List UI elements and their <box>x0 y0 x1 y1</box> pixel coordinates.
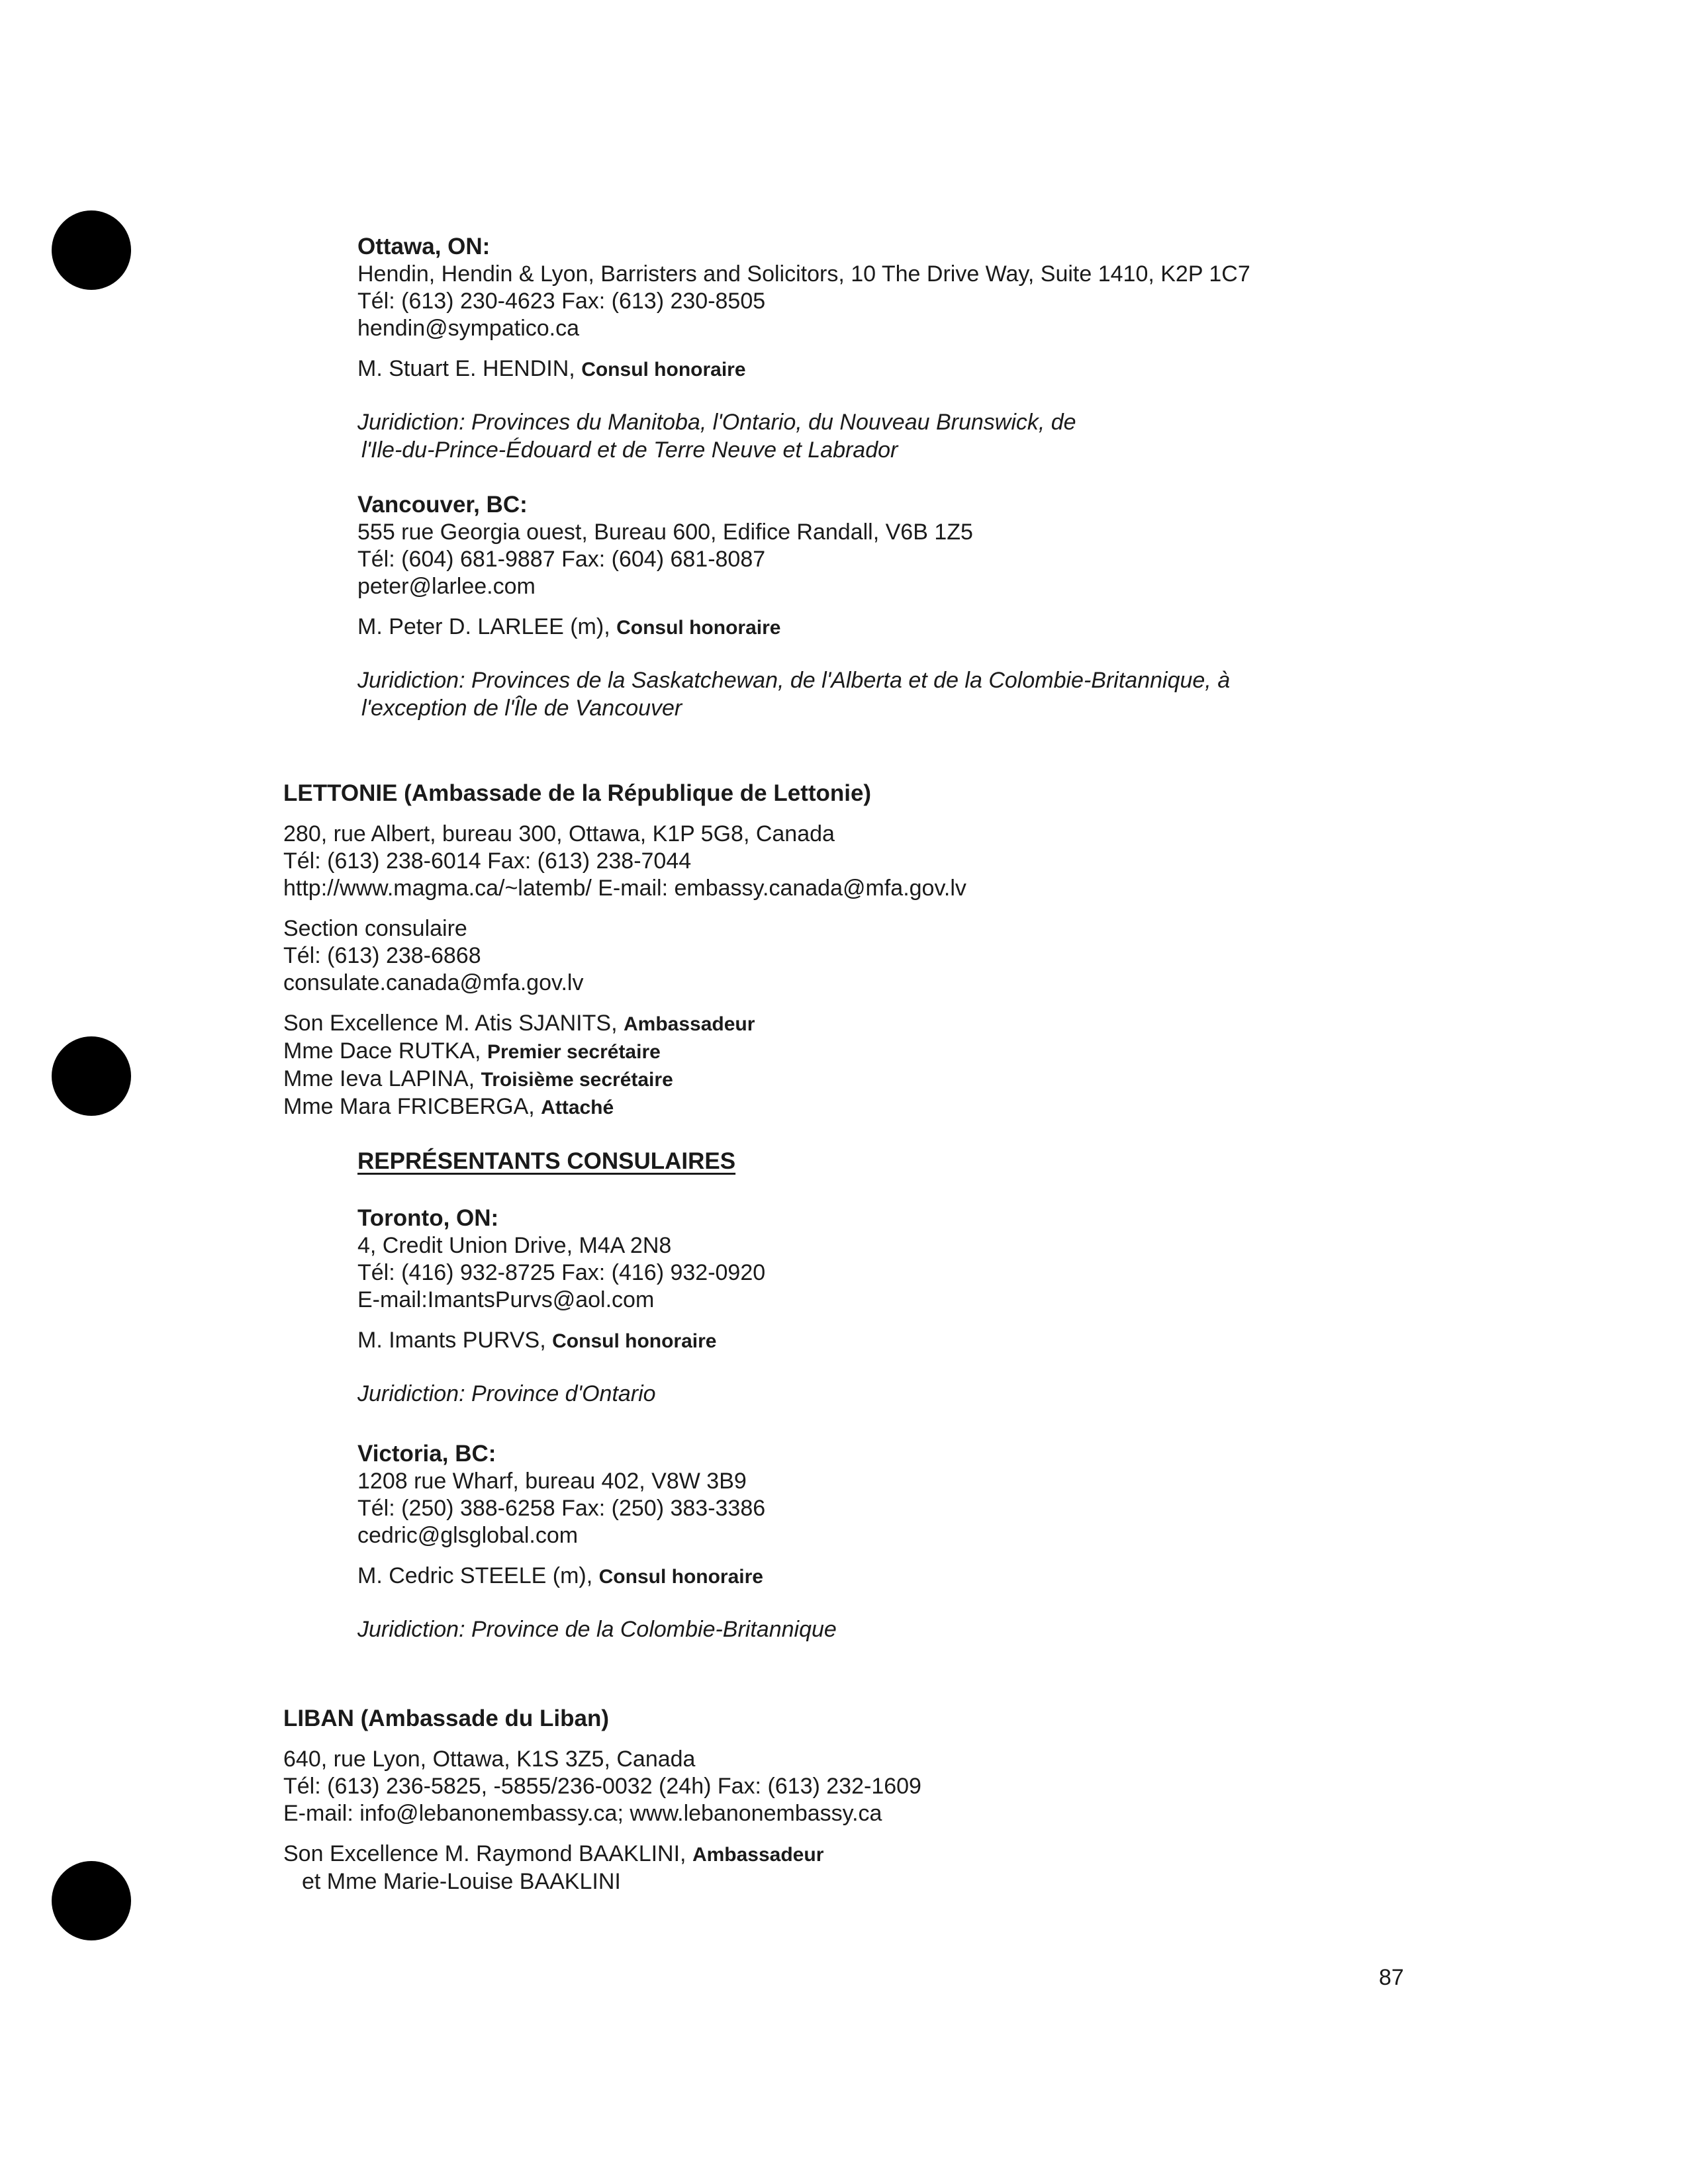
address: 280, rue Albert, bureau 300, Ottawa, K1P 5G8, Canada <box>283 821 835 846</box>
staff-member <box>283 1010 966 1038</box>
web-email[interactable]: E-mail: info@lebanonembassy.ca; www.lebanonembassy.ca <box>283 1801 882 1826</box>
ambassador-role: Ambassadeur <box>692 1844 824 1866</box>
staff-name: Mme Ieva LAPINA, <box>283 1066 475 1091</box>
jurisdiction-line-1: Juridiction: Provinces de la Saskatchewan, de l'Alberta et de la Colombie-Britannique, à <box>357 668 1231 693</box>
staff-name: Mme Mara FRICBERGA, <box>283 1094 535 1119</box>
jurisdiction-line-1: Juridiction: Provinces du Manitoba, l'Ontario, du Nouveau Brunswick, de <box>357 410 1076 435</box>
person-role: Consul honoraire <box>616 617 781 639</box>
section-liban <box>283 1705 921 1895</box>
email[interactable]: E-mail:ImantsPurvs@aol.com <box>357 1287 655 1312</box>
jurisdiction: Juridiction: Province d'Ontario <box>357 1381 656 1406</box>
country-heading: LIBAN (Ambassade du Liban) <box>283 1706 609 1731</box>
jurisdiction-line-2: l'Ile-du-Prince-Édouard et de Terre Neuve et Labrador <box>361 437 898 463</box>
consular-reps-title: REPRÉSENTANTS CONSULAIRES <box>357 1148 736 1174</box>
consul-person <box>357 1327 765 1355</box>
consulate-victoria <box>357 1440 837 1643</box>
staff-member <box>283 1093 966 1121</box>
page-number: 87 <box>1379 1965 1404 1990</box>
address: 4, Credit Union Drive, M4A 2N8 <box>357 1233 672 1258</box>
staff-name: Son Excellence M. Atis SJANITS, <box>283 1011 618 1036</box>
consul-person <box>357 614 1230 641</box>
jurisdiction: Juridiction: Province de la Colombie-Britannique <box>357 1617 837 1642</box>
binder-hole-top <box>52 210 131 290</box>
city-heading: Vancouver, BC: <box>357 492 528 518</box>
phone-fax: Tél: (416) 932-8725 Fax: (416) 932-0920 <box>357 1260 766 1285</box>
section-lettonie <box>283 780 966 1121</box>
jurisdiction-line-2: l'exception de l'Île de Vancouver <box>361 696 682 721</box>
email[interactable]: hendin@sympatico.ca <box>357 316 580 341</box>
person-role: Consul honoraire <box>598 1566 763 1588</box>
person-role: Consul honoraire <box>552 1330 717 1352</box>
consul-person <box>357 1563 837 1590</box>
consulate-ottawa <box>357 233 1250 464</box>
staff-role: Troisième secrétaire <box>481 1069 673 1091</box>
ambassador-spouse: et Mme Marie-Louise BAAKLINI <box>302 1869 621 1894</box>
city-heading: Toronto, ON: <box>357 1205 499 1231</box>
staff-role: Premier secrétaire <box>487 1041 661 1063</box>
address: 1208 rue Wharf, bureau 402, V8W 3B9 <box>357 1469 747 1494</box>
staff-role: Ambassadeur <box>623 1013 755 1035</box>
phone-fax: Tél: (613) 238-6014 Fax: (613) 238-7044 <box>283 848 692 874</box>
consulate-toronto <box>357 1205 765 1408</box>
binder-hole-middle <box>52 1036 131 1116</box>
consul-person <box>357 355 1250 383</box>
binder-hole-bottom <box>52 1861 131 1940</box>
email[interactable]: peter@larlee.com <box>357 574 536 599</box>
ambassador <box>283 1841 921 1868</box>
address: 640, rue Lyon, Ottawa, K1S 3Z5, Canada <box>283 1747 696 1772</box>
consulate-vancouver <box>357 491 1230 722</box>
person-name: M. Cedric STEELE (m), <box>357 1563 593 1588</box>
consular-section-label: Section consulaire <box>283 916 467 941</box>
address: 555 rue Georgia ouest, Bureau 600, Edifice Randall, V6B 1Z5 <box>357 520 973 545</box>
staff-member <box>283 1038 966 1066</box>
phone-fax: Tél: (250) 388-6258 Fax: (250) 383-3386 <box>357 1496 766 1521</box>
staff-role: Attaché <box>541 1097 614 1118</box>
person-name: M. Stuart E. HENDIN, <box>357 356 575 381</box>
person-role: Consul honoraire <box>581 359 746 381</box>
person-name: M. Peter D. LARLEE (m), <box>357 614 610 639</box>
staff-name: Mme Dace RUTKA, <box>283 1038 481 1064</box>
phone-fax: Tél: (604) 681-9887 Fax: (604) 681-8087 <box>357 547 766 572</box>
consular-reps-heading <box>357 1148 735 1175</box>
address: Hendin, Hendin & Lyon, Barristers and Solicitors, 10 The Drive Way, Suite 1410, K2P 1C7 <box>357 261 1250 287</box>
person-name: M. Imants PURVS, <box>357 1328 546 1353</box>
web-email[interactable]: http://www.magma.ca/~latemb/ E-mail: embassy.canada@mfa.gov.lv <box>283 876 966 901</box>
ambassador-name: Son Excellence M. Raymond BAAKLINI, <box>283 1841 686 1866</box>
consular-phone: Tél: (613) 238-6868 <box>283 943 481 968</box>
email[interactable]: cedric@glsglobal.com <box>357 1523 579 1548</box>
country-heading: LETTONIE (Ambassade de la République de Lettonie) <box>283 780 872 806</box>
staff-member <box>283 1066 966 1093</box>
city-heading: Ottawa, ON: <box>357 234 491 259</box>
consular-email[interactable]: consulate.canada@mfa.gov.lv <box>283 970 584 995</box>
phone-fax: Tél: (613) 230-4623 Fax: (613) 230-8505 <box>357 289 766 314</box>
city-heading: Victoria, BC: <box>357 1441 496 1467</box>
phone-fax: Tél: (613) 236-5825, -5855/236-0032 (24h) Fax: (613) 232-1609 <box>283 1774 921 1799</box>
